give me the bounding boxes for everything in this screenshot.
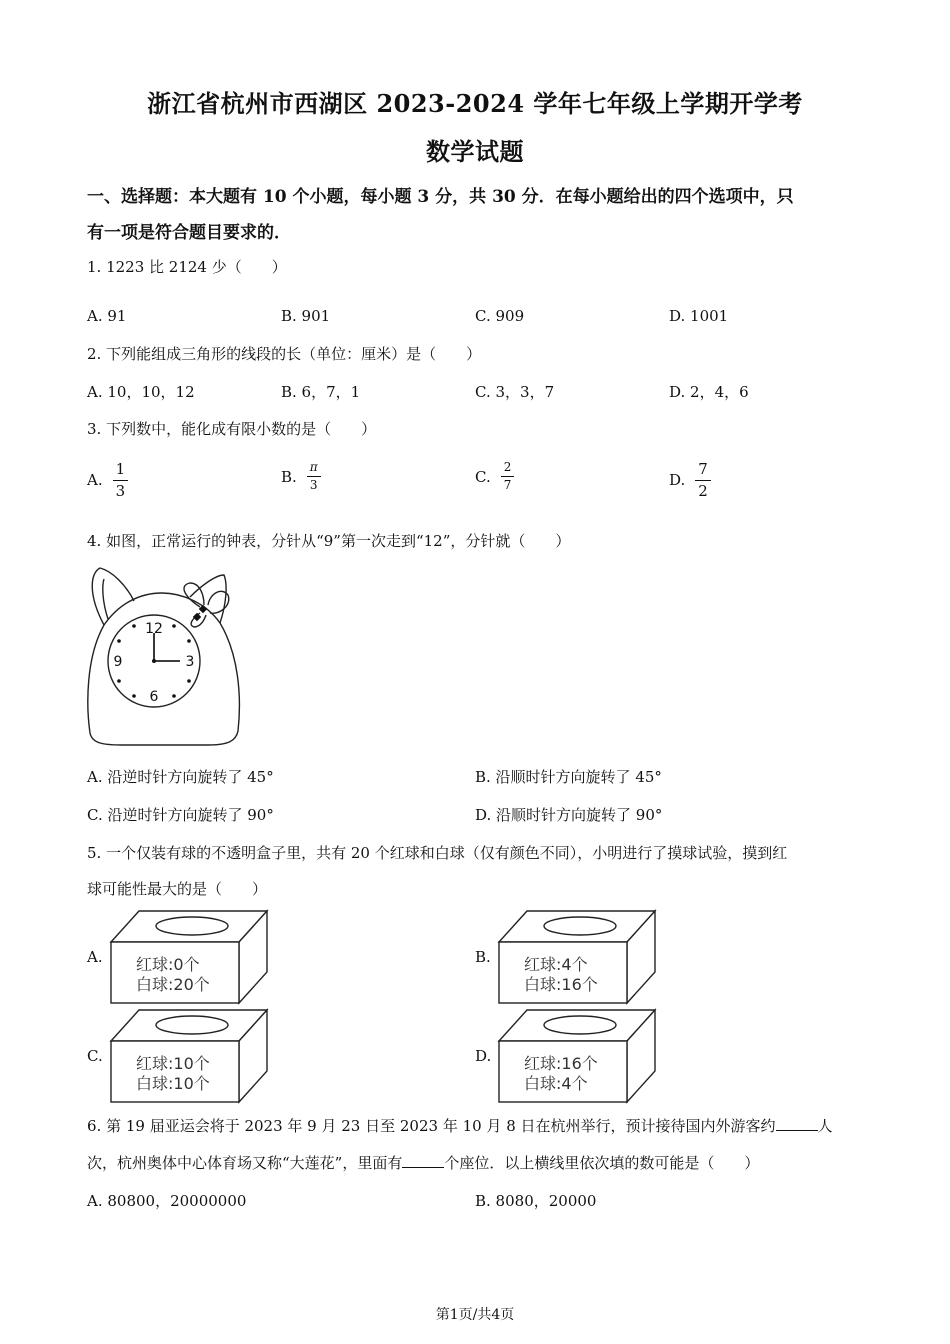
- box-top-hole: [156, 1016, 228, 1034]
- q3-option-b: [281, 461, 321, 492]
- fraction-pi-third: [307, 461, 321, 492]
- answer-blank-1[interactable]: [776, 1116, 818, 1131]
- q5-option-a-label: A.: [87, 948, 103, 966]
- q6-option-b: B. 8080，20000: [475, 1192, 597, 1210]
- q6-line1-tail: 人: [817, 1117, 833, 1135]
- tick-dot: [117, 639, 121, 643]
- section-heading-line2: 有一项是符合题目要求的．: [87, 223, 291, 243]
- q4-option-b: B. 沿顺时针方向旋转了 45°: [475, 768, 662, 786]
- fraction-numerator: π: [309, 460, 318, 474]
- bow-knot-dot-2: [193, 613, 201, 621]
- tick-dot: [117, 679, 121, 683]
- q4-option-d: D. 沿顺时针方向旋转了 90°: [475, 806, 663, 824]
- q6-option-a: A. 80800，20000000: [87, 1192, 247, 1210]
- q5-box-c: [108, 1007, 272, 1105]
- question-1-stem: 1. 1223 比 2124 少（ ）: [87, 258, 287, 276]
- clock-center-dot: [152, 659, 156, 663]
- fraction-two-sevenths: [501, 461, 515, 492]
- q5-option-d-label: D.: [475, 1047, 492, 1065]
- fraction-numerator: 1: [115, 460, 126, 478]
- q1-option-b: B. 901: [281, 307, 331, 325]
- answer-blank-2[interactable]: [402, 1153, 444, 1168]
- box-a-white-count: 白球:20个: [136, 975, 210, 994]
- box-top-hole: [156, 917, 228, 935]
- box-a-red-count: 红球:0个: [136, 955, 200, 974]
- tick-dot: [132, 694, 136, 698]
- q2-option-b: B. 6，7，1: [281, 383, 361, 401]
- q5-option-c-label: C.: [87, 1047, 103, 1065]
- q6-line1-text: 6. 第 19 届亚运会将于 2023 年 9 月 23 日至 2023 年 10 月 8 日在杭州举行，预计接待国内外游客约: [87, 1117, 776, 1135]
- q3-option-c-label: C.: [475, 467, 491, 486]
- q4-option-a: A. 沿逆时针方向旋转了 45°: [87, 768, 274, 786]
- question-6-stem-line1: [87, 1115, 833, 1136]
- q6-line2-tail: 个座位．以上横线里依次填的数可能是（ ）: [444, 1154, 760, 1172]
- question-5-stem-line1: 5. 一个仅装有球的不透明盒子里，共有 20 个红球和白球（仅有颜色不同），小明进行了摸球试验，摸到红: [87, 844, 788, 862]
- q5-box-a: [108, 908, 272, 1006]
- tick-dot: [187, 679, 191, 683]
- bow-knot-dot-1: [199, 605, 207, 613]
- question-3-stem: 3. 下列数中，能化成有限小数的是（ ）: [87, 420, 377, 438]
- box-d-white-count: 白球:4个: [524, 1074, 588, 1093]
- q3-option-b-label: B.: [281, 467, 297, 486]
- q2-option-c: C. 3，3，7: [475, 383, 555, 401]
- q3-option-d: [669, 461, 711, 499]
- q2-option-a: A. 10，10，12: [87, 383, 195, 401]
- q1-option-a: A. 91: [87, 307, 127, 325]
- fraction-denominator: 3: [113, 480, 129, 500]
- clock-ear-left: [92, 568, 134, 625]
- q3-option-d-label: D.: [669, 471, 686, 489]
- q2-option-d: D. 2，4，6: [669, 383, 749, 401]
- clock-ear-left-inner: [103, 579, 108, 619]
- q5-option-b-label: B.: [475, 948, 491, 966]
- q5-box-b: [496, 908, 660, 1006]
- section-heading-line1: 一、选择题：本大题有 10 个小题，每小题 3 分，共 30 分．在每小题给出的四个选项中，只: [87, 187, 794, 207]
- question-2-stem: 2. 下列能组成三角形的线段的长（单位：厘米）是（ ）: [87, 345, 482, 363]
- box-top-hole: [544, 1016, 616, 1034]
- tick-dot: [172, 694, 176, 698]
- clock-number-6: 6: [149, 689, 159, 705]
- q6-line2-text: 次，杭州奥体中心体育场又称“大莲花”，里面有: [87, 1154, 403, 1172]
- page-number: 第1页/共4页: [435, 1307, 515, 1323]
- box-c-red-count: 红球:10个: [136, 1054, 210, 1073]
- q3-option-a: [87, 461, 128, 499]
- box-top-hole: [544, 917, 616, 935]
- box-c-white-count: 白球:10个: [136, 1074, 210, 1093]
- q1-option-c: C. 909: [475, 307, 525, 325]
- tick-dot: [187, 639, 191, 643]
- fraction-denominator: 3: [307, 476, 321, 492]
- exam-subtitle: 数学试题: [426, 137, 524, 166]
- fraction-denominator: 2: [695, 480, 711, 500]
- q3-option-a-label: A.: [87, 471, 103, 489]
- fraction-numerator: 7: [698, 460, 708, 478]
- q4-option-c: C. 沿逆时针方向旋转了 90°: [87, 806, 274, 824]
- box-b-red-count: 红球:4个: [524, 955, 588, 974]
- tick-dot: [132, 624, 136, 628]
- q1-option-d: D. 1001: [669, 307, 729, 325]
- question-4-stem: 4. 如图，正常运行的钟表，分针从“9”第一次走到“12”，分针就（ ）: [87, 532, 571, 550]
- clock-number-12: 12: [145, 621, 163, 637]
- question-5-stem-line2: 球可能性最大的是（ ）: [87, 880, 268, 898]
- question-6-stem-line2: [87, 1152, 759, 1173]
- fraction-one-third: [113, 461, 129, 499]
- q5-box-d: [496, 1007, 660, 1105]
- fraction-denominator: 7: [501, 476, 515, 492]
- tick-dot: [172, 624, 176, 628]
- clock-number-3: 3: [185, 654, 195, 670]
- fraction-seven-halves: [695, 461, 711, 499]
- q3-option-c: [475, 461, 514, 492]
- box-b-white-count: 白球:16个: [524, 975, 598, 994]
- fraction-numerator: 2: [503, 460, 512, 474]
- clock-figure: [82, 565, 242, 750]
- clock-number-9: 9: [113, 654, 123, 670]
- exam-title: 浙江省杭州市西湖区 2023-2024 学年七年级上学期开学考: [147, 89, 803, 118]
- box-d-red-count: 红球:16个: [524, 1054, 598, 1073]
